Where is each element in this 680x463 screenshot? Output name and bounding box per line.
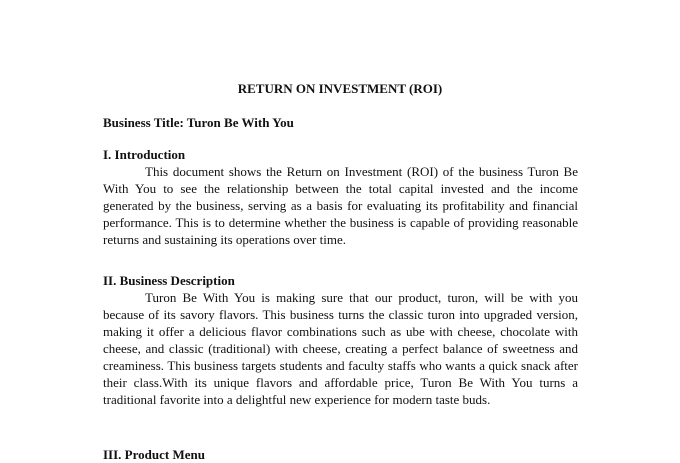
business-description-paragraph: Turon Be With You is making sure that our product, turon, will be with you because of its savory flavors. This business turns the classic turon into upgraded version, making it offer a delicious flavor combinations such as ube with cheese, chocolate with cheese, and classic (traditional) with cheese, creating a perfect balance of sweetness and creaminess. This business targets students and faculty staffs who wants a quick snack after their class.With its unique flavors and affordable price, Turon Be With You turns a traditional favorite into a delightful new experience for modern taste buds.: [103, 290, 578, 407]
section-heading-business-description: II. Business Description: [103, 273, 235, 288]
business-title: Business Title: Turon Be With You: [103, 115, 294, 130]
section-heading-introduction: I. Introduction: [103, 147, 186, 162]
section-heading-product-menu: III. Product Menu: [103, 447, 205, 462]
introduction-paragraph: This document shows the Return on Investment (ROI) of the business Turon Be With You to see the relationship between the total capital invested and the income generated by the business, serving as a basis for evaluating its profitability and financial performance. This is to determine whether the business is capable of providing reasonable returns and sustaining its operations over time.: [103, 164, 578, 247]
document-title: RETURN ON INVESTMENT (ROI): [237, 81, 443, 96]
